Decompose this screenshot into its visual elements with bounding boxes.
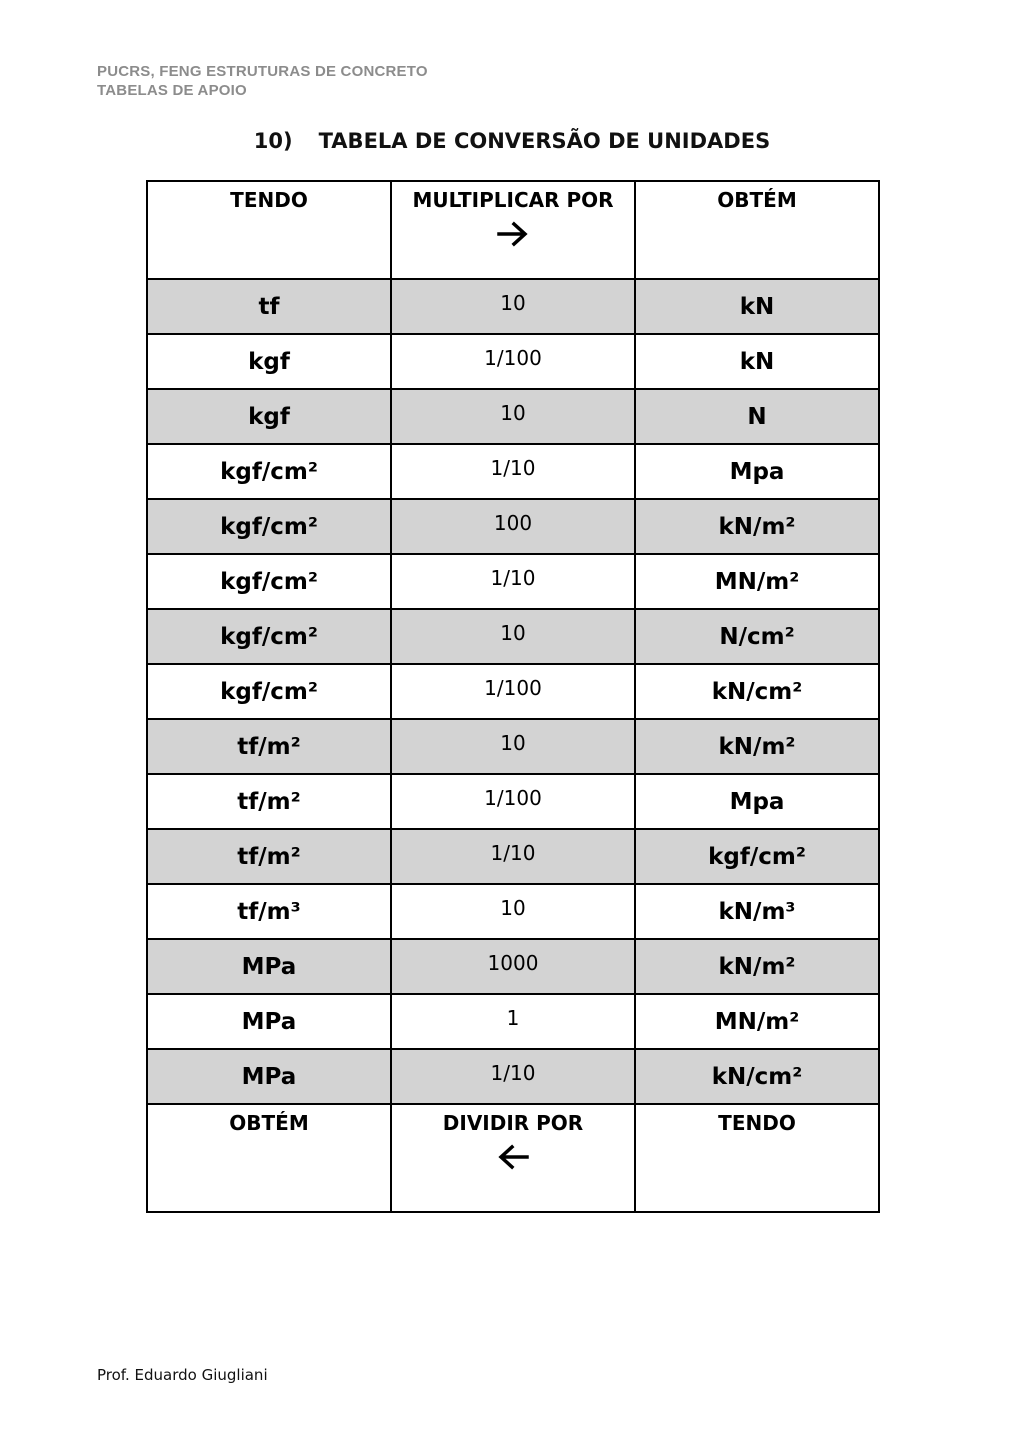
page-title bbox=[146, 126, 878, 156]
table-row bbox=[147, 829, 879, 884]
cell-tendo bbox=[147, 994, 391, 1049]
header-cell-multiplicar bbox=[391, 181, 635, 279]
cell-factor bbox=[391, 609, 635, 664]
cell-tendo-text: kgf/cm² bbox=[220, 568, 318, 595]
cell-factor bbox=[391, 774, 635, 829]
conversion-table bbox=[146, 180, 880, 1213]
cell-obtem-text: N/cm² bbox=[719, 623, 795, 650]
arrow-right-icon bbox=[392, 220, 634, 254]
cell-factor-text: 1 bbox=[506, 1006, 520, 1030]
cell-obtem bbox=[635, 1049, 879, 1104]
table-row bbox=[147, 1049, 879, 1104]
cell-obtem-text: MN/m² bbox=[714, 1008, 800, 1035]
cell-factor-text: 100 bbox=[493, 511, 533, 535]
cell-tendo bbox=[147, 279, 391, 334]
cell-tendo bbox=[147, 884, 391, 939]
footer-label-obtem: OBTÉM bbox=[229, 1111, 309, 1135]
cell-tendo-text: tf bbox=[258, 293, 280, 320]
cell-tendo-text: tf/m² bbox=[237, 733, 301, 760]
table-row bbox=[147, 994, 879, 1049]
cell-tendo-text: tf/m³ bbox=[237, 898, 301, 925]
table-row bbox=[147, 664, 879, 719]
cell-obtem-text: kgf/cm² bbox=[708, 843, 806, 870]
header-cell-tendo bbox=[147, 181, 391, 279]
cell-factor-text: 10 bbox=[500, 621, 526, 645]
cell-factor bbox=[391, 884, 635, 939]
table-row bbox=[147, 334, 879, 389]
cell-factor bbox=[391, 664, 635, 719]
cell-obtem bbox=[635, 829, 879, 884]
cell-factor-text: 1/10 bbox=[490, 841, 536, 865]
cell-tendo-text: kgf bbox=[248, 348, 290, 375]
cell-tendo-text: MPa bbox=[241, 953, 297, 980]
cell-obtem bbox=[635, 444, 879, 499]
table-body bbox=[147, 279, 879, 1104]
header-institution: PUCRS, FENG ESTRUTURAS DE CONCRETO bbox=[97, 63, 428, 80]
cell-factor-text: 1/10 bbox=[490, 1061, 536, 1085]
cell-obtem bbox=[635, 334, 879, 389]
table-row bbox=[147, 444, 879, 499]
cell-tendo bbox=[147, 499, 391, 554]
arrow-left-icon bbox=[392, 1143, 634, 1177]
cell-obtem bbox=[635, 994, 879, 1049]
table-row bbox=[147, 884, 879, 939]
cell-factor bbox=[391, 939, 635, 994]
cell-factor-text: 10 bbox=[500, 896, 526, 920]
cell-obtem-text: Mpa bbox=[729, 788, 785, 815]
cell-obtem bbox=[635, 279, 879, 334]
cell-tendo bbox=[147, 609, 391, 664]
header-cell-obtem bbox=[635, 181, 879, 279]
cell-obtem bbox=[635, 939, 879, 994]
cell-tendo bbox=[147, 939, 391, 994]
cell-obtem bbox=[635, 774, 879, 829]
title-number: 10) bbox=[253, 129, 293, 153]
cell-tendo bbox=[147, 334, 391, 389]
cell-tendo-text: tf/m² bbox=[237, 788, 301, 815]
cell-factor-text: 1/100 bbox=[484, 676, 542, 700]
cell-tendo bbox=[147, 829, 391, 884]
cell-obtem bbox=[635, 664, 879, 719]
header-subtitle: TABELAS DE APOIO bbox=[97, 82, 247, 99]
cell-tendo bbox=[147, 554, 391, 609]
title-text: TABELA DE CONVERSÃO DE UNIDADES bbox=[318, 129, 771, 153]
cell-tendo-text: kgf/cm² bbox=[220, 623, 318, 650]
table-row bbox=[147, 279, 879, 334]
cell-factor bbox=[391, 554, 635, 609]
header-label-obtem: OBTÉM bbox=[717, 188, 797, 212]
cell-obtem bbox=[635, 719, 879, 774]
cell-obtem-text: kN/m² bbox=[718, 953, 796, 980]
table-row bbox=[147, 719, 879, 774]
cell-obtem-text: Mpa bbox=[729, 458, 785, 485]
table-footer-row bbox=[147, 1104, 879, 1212]
cell-factor bbox=[391, 499, 635, 554]
cell-obtem-text: kN/cm² bbox=[711, 1063, 803, 1090]
cell-factor bbox=[391, 994, 635, 1049]
cell-tendo-text: MPa bbox=[241, 1008, 297, 1035]
footer-author: Prof. Eduardo Giugliani bbox=[97, 1366, 268, 1384]
cell-factor bbox=[391, 389, 635, 444]
cell-obtem bbox=[635, 499, 879, 554]
cell-obtem-text: kN/m² bbox=[718, 733, 796, 760]
cell-tendo bbox=[147, 664, 391, 719]
cell-tendo bbox=[147, 1049, 391, 1104]
cell-tendo bbox=[147, 444, 391, 499]
footer-cell-obtem bbox=[147, 1104, 391, 1212]
cell-factor bbox=[391, 719, 635, 774]
cell-obtem bbox=[635, 609, 879, 664]
cell-factor-text: 1/100 bbox=[484, 786, 542, 810]
cell-obtem-text: kN bbox=[739, 293, 775, 320]
cell-obtem-text: MN/m² bbox=[714, 568, 800, 595]
table-header-row bbox=[147, 181, 879, 279]
cell-obtem bbox=[635, 884, 879, 939]
cell-obtem bbox=[635, 389, 879, 444]
footer-cell-dividir bbox=[391, 1104, 635, 1212]
header-label-multiplicar: MULTIPLICAR POR bbox=[412, 188, 614, 212]
cell-tendo bbox=[147, 719, 391, 774]
cell-factor bbox=[391, 444, 635, 499]
cell-factor-text: 1/100 bbox=[484, 346, 542, 370]
cell-tendo bbox=[147, 774, 391, 829]
cell-tendo-text: kgf/cm² bbox=[220, 513, 318, 540]
cell-tendo-text: kgf bbox=[248, 403, 290, 430]
cell-factor-text: 1/10 bbox=[490, 566, 536, 590]
cell-obtem-text: kN/m² bbox=[718, 513, 796, 540]
cell-tendo-text: tf/m² bbox=[237, 843, 301, 870]
cell-obtem-text: kN/m³ bbox=[718, 898, 796, 925]
cell-factor bbox=[391, 334, 635, 389]
cell-factor bbox=[391, 1049, 635, 1104]
footer-cell-tendo bbox=[635, 1104, 879, 1212]
cell-tendo-text: MPa bbox=[241, 1063, 297, 1090]
cell-factor bbox=[391, 829, 635, 884]
cell-factor-text: 10 bbox=[500, 401, 526, 425]
table-row bbox=[147, 609, 879, 664]
cell-tendo-text: kgf/cm² bbox=[220, 458, 318, 485]
table-row bbox=[147, 554, 879, 609]
cell-factor-text: 10 bbox=[500, 291, 526, 315]
cell-factor bbox=[391, 279, 635, 334]
cell-tendo-text: kgf/cm² bbox=[220, 678, 318, 705]
cell-obtem bbox=[635, 554, 879, 609]
footer-label-dividir: DIVIDIR POR bbox=[442, 1111, 584, 1135]
table-row bbox=[147, 774, 879, 829]
cell-factor-text: 1000 bbox=[487, 951, 539, 975]
cell-obtem-text: N bbox=[747, 403, 767, 430]
table-row bbox=[147, 939, 879, 994]
header-label-tendo: TENDO bbox=[230, 188, 308, 212]
cell-obtem-text: kN/cm² bbox=[711, 678, 803, 705]
cell-tendo bbox=[147, 389, 391, 444]
footer-label-tendo: TENDO bbox=[718, 1111, 796, 1135]
cell-factor-text: 10 bbox=[500, 731, 526, 755]
cell-obtem-text: kN bbox=[739, 348, 775, 375]
cell-factor-text: 1/10 bbox=[490, 456, 536, 480]
table-row bbox=[147, 389, 879, 444]
table-row bbox=[147, 499, 879, 554]
